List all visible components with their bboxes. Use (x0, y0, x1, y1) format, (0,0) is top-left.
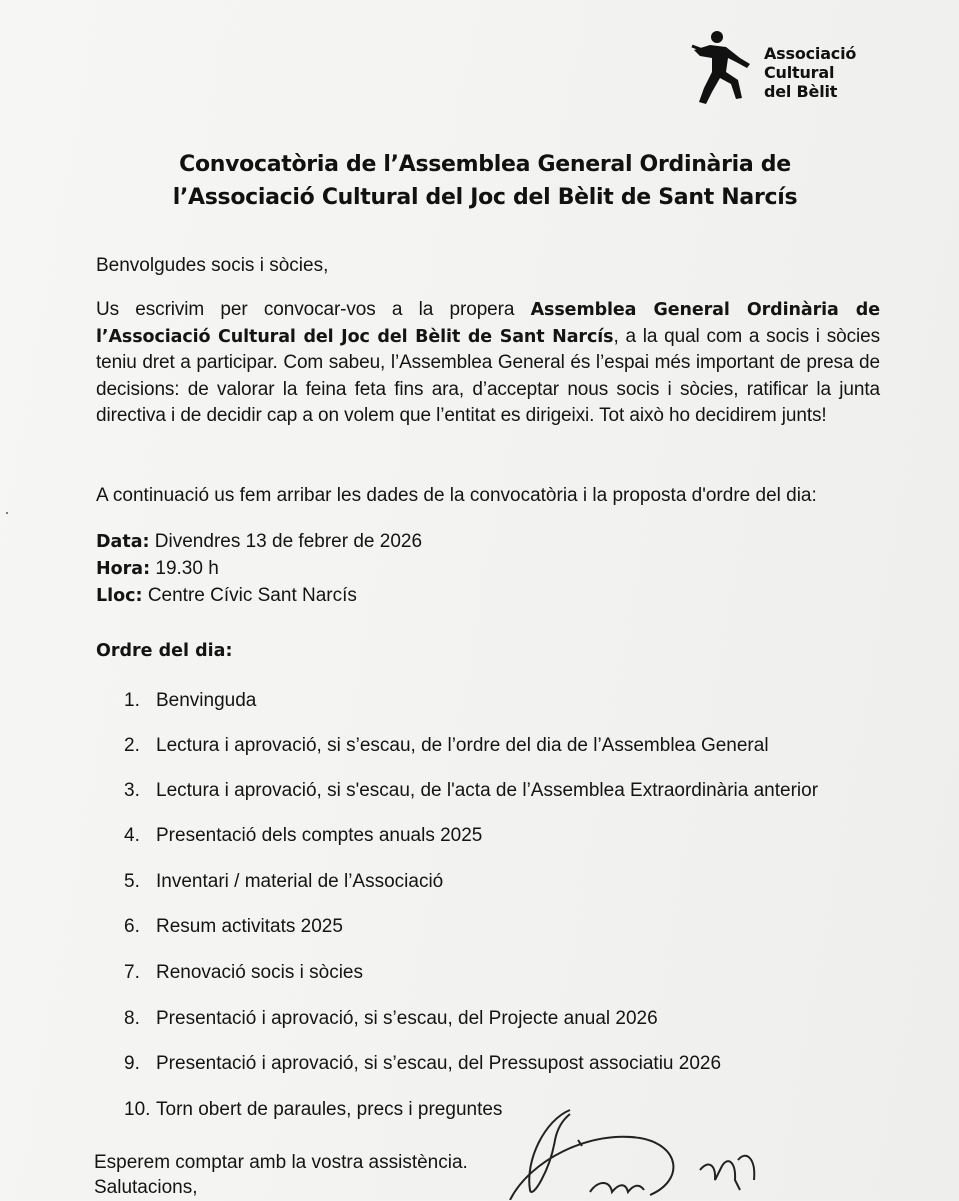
closing-text: Esperem comptar amb la vostra assistència. (94, 1152, 468, 1173)
agenda-item-number: 4. (124, 825, 140, 846)
agenda-item-text: Benvinguda (156, 690, 257, 711)
agenda-item (124, 960, 363, 986)
agenda-item (124, 823, 482, 849)
salutation-text: Salutacions, (94, 1177, 198, 1198)
agenda-item-number: 9. (124, 1053, 140, 1074)
association-logo (690, 28, 880, 108)
agenda-item-text: Presentació dels comptes anuals 2025 (156, 825, 483, 846)
agenda-item-text: Inventari / material de l’Associació (156, 871, 444, 892)
place-row (96, 583, 357, 609)
agenda-item-text: Torn obert de paraules, precs i preguntes (156, 1099, 503, 1120)
agenda-item (124, 914, 343, 940)
agenda-item-text: Presentació i aprovació, si s’escau, del Projecte anual 2026 (156, 1008, 658, 1029)
intro-bold: Assemblea General Ordinària de l’Associació Cultural del Joc del Bèlit de Sant Narcís (96, 300, 880, 347)
place-label: Lloc: (96, 586, 143, 606)
intro-lead: Us escrivim per convocar-vos a la propera (96, 299, 531, 320)
signature-scribble (470, 1100, 800, 1200)
place-value: Centre Cívic Sant Narcís (142, 585, 357, 606)
agenda-item-number: 7. (124, 962, 140, 983)
agenda-item-number: 5. (124, 871, 140, 892)
belit-player-icon (690, 28, 762, 108)
agenda-item-number: 3. (124, 780, 140, 801)
document-title (100, 148, 870, 214)
agenda-item (124, 1006, 658, 1032)
time-row (96, 556, 219, 582)
logo-line-3: del Bèlit (764, 82, 838, 101)
logo-line-2: Cultural (764, 63, 835, 82)
title-line-1: Convocatòria de l’Assemblea General Ordinària de (179, 152, 791, 177)
date-label: Data: (96, 532, 150, 552)
agenda-item-number: 10. (124, 1099, 151, 1120)
intro-rest: , a la qual com a socis i sòcies teniu dret a participar. Com sabeu, l’Assemblea General és l’espai més important de presa de decisions: de valorar la feina feta fins ara, d’acceptar nous socis i sòcies, ratificar la junta directiva i de decidir cap a on volem que l’entitat es dirigeixi. Tot això ho decidirem junts! (96, 325, 880, 426)
agenda-item-number: 6. (124, 916, 140, 937)
title-line-2: l’Associació Cultural del Joc del Bèlit de Sant Narcís (172, 185, 798, 210)
agenda-item (124, 1051, 721, 1077)
agenda-title: Ordre del dia: (96, 641, 233, 661)
agenda-item (124, 778, 818, 804)
intro-paragraph (96, 297, 880, 430)
margin-dot (6, 512, 8, 514)
time-label: Hora: (96, 559, 151, 579)
agenda-item-number: 8. (124, 1008, 140, 1029)
agenda-item-text: Presentació i aprovació, si s’escau, del Pressupost associatiu 2026 (156, 1053, 722, 1074)
logo-text (764, 44, 856, 101)
agenda-item (124, 733, 769, 759)
agenda-item (124, 869, 443, 895)
continuation-text: A continuació us fem arribar les dades de la convocatòria i la proposta d'ordre del dia: (96, 485, 817, 506)
date-row (96, 529, 422, 555)
date-value: Divendres 13 de febrer de 2026 (149, 531, 423, 552)
agenda-item-number: 1. (124, 690, 140, 711)
time-value: 19.30 h (150, 558, 219, 579)
agenda-item-text: Resum activitats 2025 (156, 916, 343, 937)
agenda-item-text: Lectura i aprovació, si s’escau, de l’ordre del dia de l’Assemblea General (156, 735, 769, 756)
logo-line-1: Associació (764, 44, 857, 63)
greeting: Benvolgudes socis i sòcies, (96, 255, 329, 276)
agenda-item-text: Renovació socis i sòcies (156, 962, 363, 983)
agenda-item (124, 1097, 502, 1123)
agenda-item (124, 688, 256, 714)
agenda-item-number: 2. (124, 735, 140, 756)
agenda-item-text: Lectura i aprovació, si s'escau, de l'acta de l’Assemblea Extraordinària anterior (156, 780, 819, 801)
